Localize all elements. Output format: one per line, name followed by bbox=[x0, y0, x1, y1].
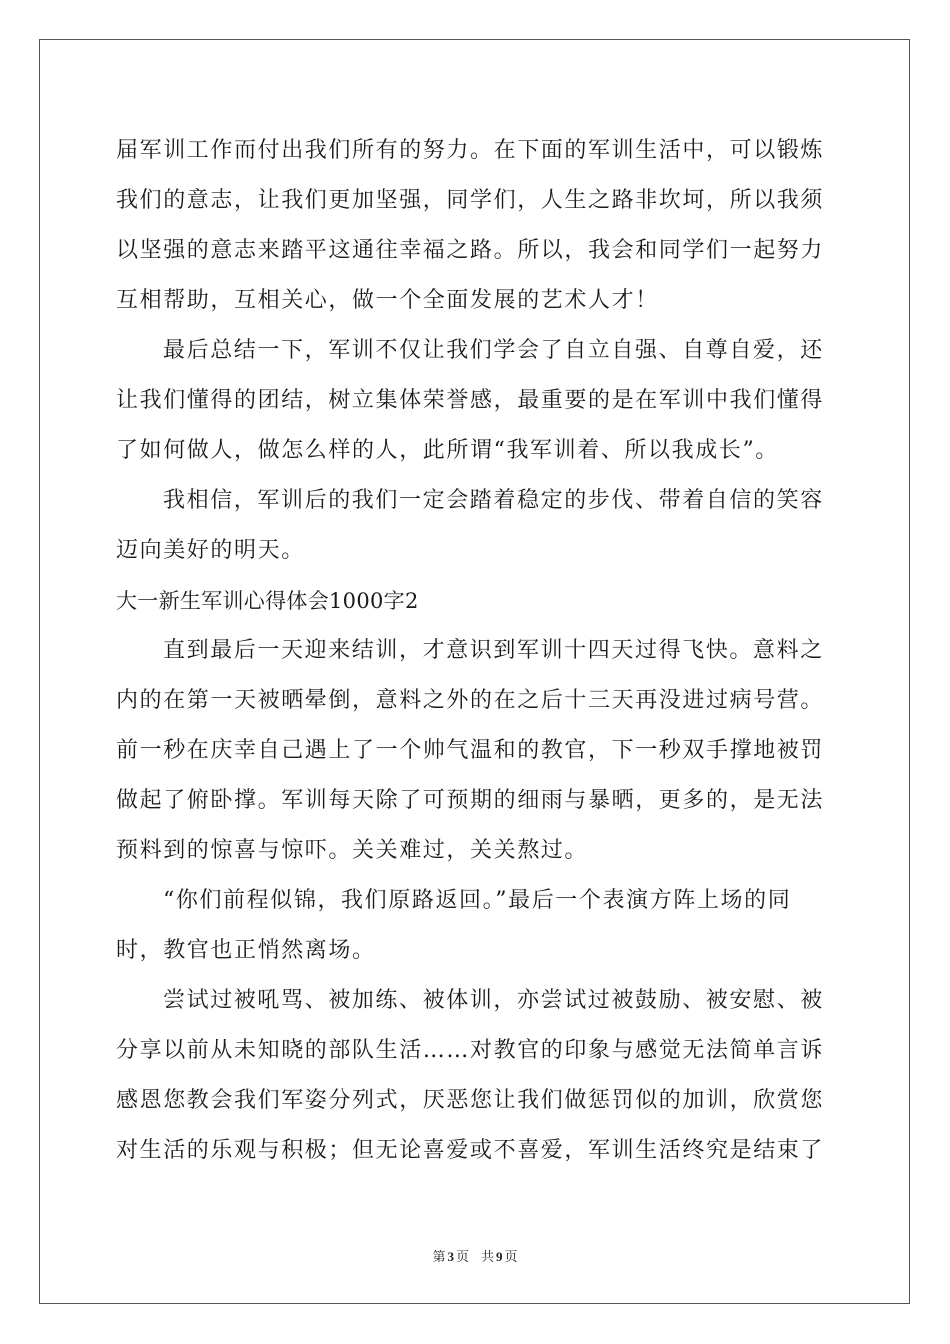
text-line: 让我们懂得的团结，树立集体荣誉感，最重要的是在军训中我们懂得 bbox=[116, 388, 825, 413]
text-line: 届军训工作而付出我们所有的努力。在下面的军训生活中，可以锻炼 bbox=[116, 138, 825, 163]
page-footer bbox=[0, 1246, 950, 1265]
paragraph-start-line: “你们前程似锦，我们原路返回。”最后一个表演方阵上场的同 bbox=[163, 888, 792, 913]
paragraph-start-line: 尝试过被吼骂、被加练、被体训，亦尝试过被鼓励、被安慰、被 bbox=[163, 988, 824, 1013]
text-line: 对生活的乐观与积极；但无论喜爱或不喜爱，军训生活终究是结束了 bbox=[116, 1138, 825, 1163]
total-prefix: 共 bbox=[481, 1250, 495, 1265]
text-line: 预料到的惊喜与惊吓。关关难过，关关熬过。 bbox=[116, 838, 589, 863]
document-body bbox=[116, 126, 836, 1176]
total-suffix: 页 bbox=[504, 1250, 518, 1265]
paragraph-start-line: 我相信，军训后的我们一定会踏着稳定的步伐、带着自信的笑容 bbox=[163, 488, 824, 513]
paragraph-start-line: 最后总结一下，军训不仅让我们学会了自立自强、自尊自爱，还 bbox=[163, 338, 824, 363]
text-line: 互相帮助，互相关心，做一个全面发展的艺术人才！ bbox=[116, 288, 659, 313]
text-line: 前一秒在庆幸自己遇上了一个帅气温和的教官，下一秒双手撑地被罚 bbox=[116, 738, 825, 763]
text-line: 做起了俯卧撑。军训每天除了可预期的细雨与暴晒，更多的，是无法 bbox=[116, 788, 825, 813]
paragraph-start-line: 直到最后一天迎来结训，才意识到军训十四天过得飞快。意料之 bbox=[163, 638, 824, 663]
page-number: 3 bbox=[447, 1249, 454, 1264]
section-heading: 大一新生军训心得体会1000字2 bbox=[116, 589, 419, 613]
page-suffix: 页 bbox=[455, 1250, 469, 1265]
text-line: 迈向美好的明天。 bbox=[116, 538, 305, 563]
text-line: 分享以前从未知晓的部队生活……对教官的印象与感觉无法简单言诉 bbox=[116, 1038, 825, 1063]
text-line: 以坚强的意志来踏平这通往幸福之路。所以，我会和同学们一起努力 bbox=[116, 238, 825, 263]
text-line: 时，教官也正悄然离场。 bbox=[116, 938, 376, 963]
text-line: 了如何做人，做怎么样的人，此所谓“我军训着、所以我成长”。 bbox=[116, 438, 779, 463]
text-line: 我们的意志，让我们更加坚强，同学们，人生之路非坎坷，所以我须 bbox=[116, 188, 825, 213]
text-line: 感恩您教会我们军姿分列式，厌恶您让我们做惩罚似的加训，欣赏您 bbox=[116, 1088, 825, 1113]
page-prefix: 第 bbox=[432, 1250, 446, 1265]
text-line: 内的在第一天被晒晕倒，意料之外的在之后十三天再没进过病号营。 bbox=[116, 688, 825, 713]
total-pages: 9 bbox=[496, 1249, 503, 1264]
